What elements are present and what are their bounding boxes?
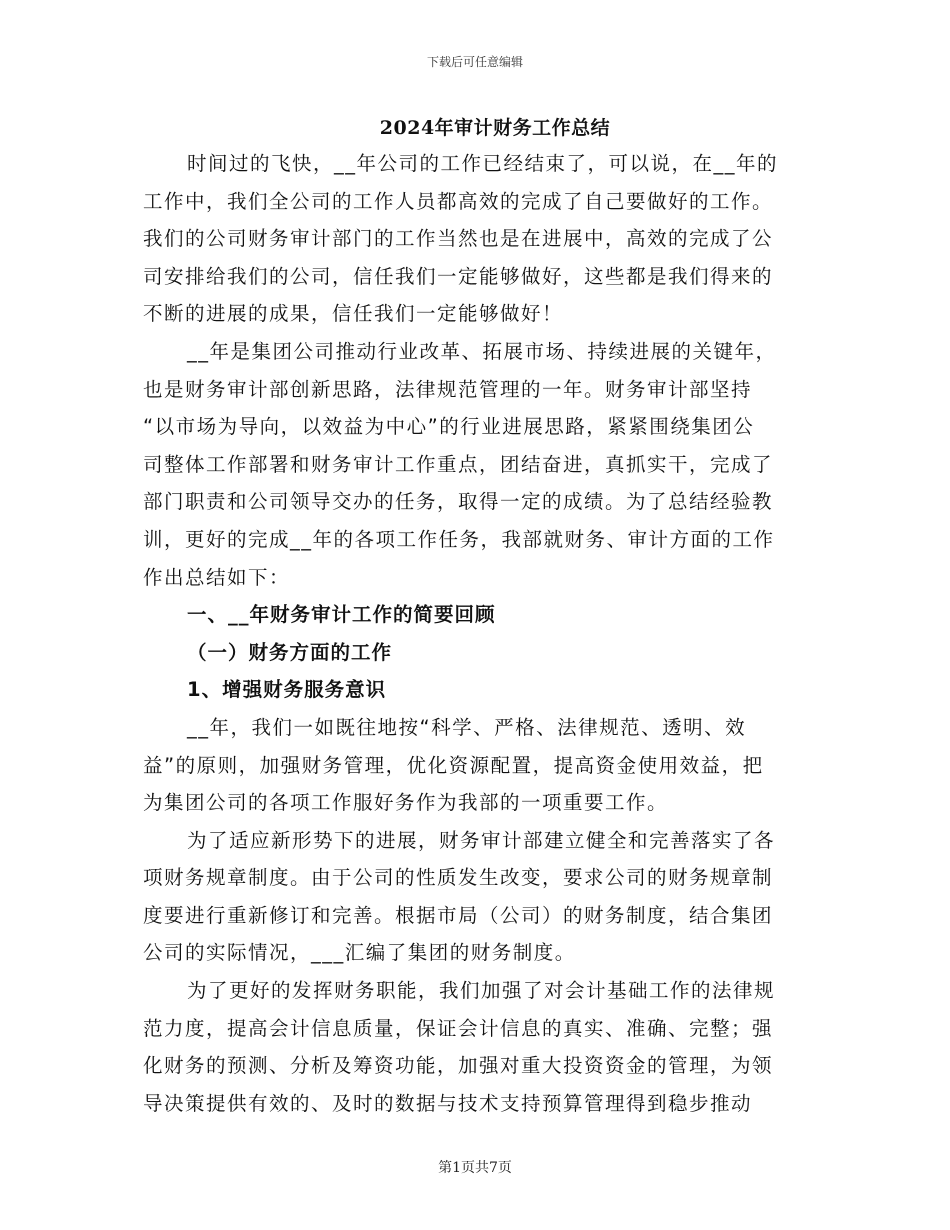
paragraph-line: 也是财务审计部创新思路，法律规范管理的一年。财务审计部坚持 [143,377,753,401]
paragraph-line: 导决策提供有效的、及时的数据与技术支持预算管理得到稳步推动 [143,1091,753,1115]
paragraph-line: 项财务规章制度。由于公司的性质发生改变，要求公司的财务规章制 [143,866,774,890]
paragraph-line: 为了适应新形势下的进展，财务审计部建立健全和完善落实了各 [187,828,776,852]
paragraph-line: 公司的实际情况，___汇编了集团的财务制度。 [143,941,576,965]
paragraph-line: 我们的公司财务审计部门的工作当然也是在进展中，高效的完成了公 [143,227,774,251]
paragraph-line: 司安排给我们的公司，信任我们一定能够做好，这些都是我们得来的 [143,264,774,288]
paragraph-line: 为了更好的发挥财务职能，我们加强了对会计基础工作的法律规 [187,979,776,1003]
paragraph-line: 为集团公司的各项工作服好务作为我部的一项重要工作。 [143,791,669,815]
paragraph-line: 范力度，提高会计信息质量，保证会计信息的真实、准确、完整；强 [143,1016,774,1040]
page-header-note: 下载后可任意编辑 [426,55,523,69]
document-body [143,145,795,1122]
paragraph-line: 工作中，我们全公司的工作人员都高效的完成了自己要做好的工作。 [143,189,774,213]
paragraph-line: __年，我们一如既往地按“科学、严格、法律规范、透明、效 [187,715,747,739]
paragraph-line: 作出总结如下： [143,565,291,589]
paragraph-line: 度要进行重新修订和完善。根据市局（公司）的财务制度，结合集团 [143,903,774,927]
subsection-heading: （一）财务方面的工作 [187,640,393,664]
paragraph-line: 训，更好的完成__年的各项工作任务，我部就财务、审计方面的工作 [143,527,775,551]
paragraph-line: “以市场为导向，以效益为中心”的行业进展思路，紧紧围绕集团公 [143,415,755,439]
paragraph-line: 司整体工作部署和财务审计工作重点，团结奋进，真抓实干，完成了 [143,452,774,476]
document-title: 2024年审计财务工作总结 [379,117,611,139]
item-heading: 1、增强财务服务意识 [187,678,387,702]
paragraph-line: 部门职责和公司领导交办的任务，取得一定的成绩。为了总结经验教 [143,490,774,514]
paragraph-line: 不断的进展的成果，信任我们一定能够做好！ [143,302,564,326]
paragraph-line: 时间过的飞快，__年公司的工作已经结束了，可以说，在__年的 [187,152,779,175]
paragraph-line: __年是集团公司推动行业改革、拓展市场、持续进展的关键年， [187,339,777,363]
page-number: 第1页共7页 [438,1160,512,1176]
paragraph-line: 益”的原则，加强财务管理，优化资源配置，提高资金使用效益，把 [143,753,764,777]
section-heading: 一、__年财务审计工作的简要回顾 [187,603,496,627]
paragraph-line: 化财务的预测、分析及筹资功能，加强对重大投资资金的管理，为领 [143,1054,774,1078]
